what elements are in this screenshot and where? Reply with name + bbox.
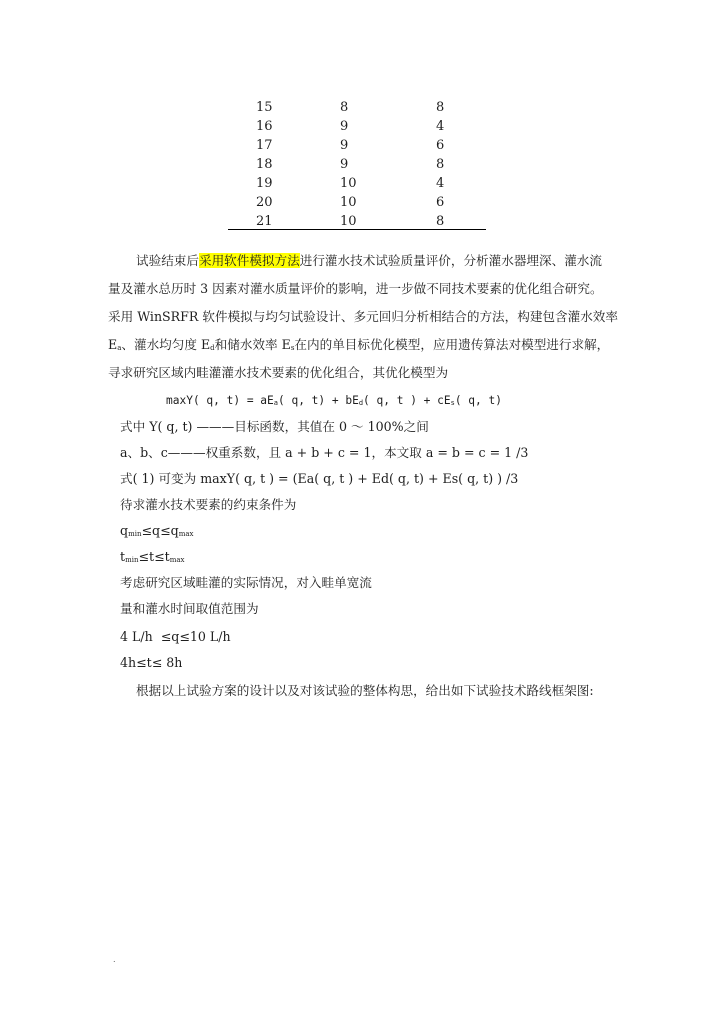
paragraph-line: 考虑研究区域畦灌的实际情况，对入畦单宽流 — [120, 575, 372, 590]
table-cell: 20 — [256, 195, 273, 210]
paragraph-text: 试验结束后 — [136, 253, 199, 268]
table-row — [228, 155, 486, 174]
paragraph-line: 根据以上试验方案的设计以及对该试验的整体构思，给出如下试验技术路线框架图: — [136, 683, 594, 698]
paragraph-line: 量和灌水时间取值范围为 — [120, 601, 259, 616]
table-row — [228, 136, 486, 155]
data-table — [228, 98, 486, 231]
range-q: 4 L/h ≤q≤10 L/h — [120, 629, 231, 644]
formula-text: ≤t≤t — [138, 549, 170, 564]
table-cell: 15 — [256, 100, 273, 115]
table-cell: 21 — [256, 214, 273, 229]
paragraph-line: 寻求研究区域内畦灌灌水技术要素的优化组合，其优化模型为 — [108, 365, 449, 380]
subscript: min — [125, 556, 139, 564]
constraint-heading: 待求灌水技术要素的约束条件为 — [120, 497, 297, 512]
table-cell: 16 — [256, 119, 273, 134]
definition-line: a、b、c———权重系数，且 a + b + c = 1，本文取 a = b = c = 1 /3 — [120, 445, 529, 460]
table-cell: 17 — [256, 138, 273, 153]
range-t: 4h≤t≤ 8h — [120, 655, 183, 670]
paragraph-line: 采用 WinSRFR 软件模拟与均匀试验设计、多元回归分析相结合的方法，构建包含灌水效率 — [108, 309, 618, 324]
table-cell: 8 — [340, 100, 349, 115]
table-cell: 4 — [436, 176, 445, 191]
formula-text: ≤q≤q — [141, 523, 179, 538]
paragraph-text: 、灌水均匀度 E — [121, 337, 211, 352]
table-row — [228, 174, 486, 193]
subscript: max — [178, 530, 194, 538]
table-cell: 4 — [436, 119, 445, 134]
subscript: s — [450, 399, 455, 407]
table-cell: 9 — [340, 157, 349, 172]
table-cell: 10 — [340, 214, 357, 229]
formula-text: ( q, t) — [454, 394, 502, 407]
formula-line — [166, 392, 502, 410]
table-cell: 6 — [436, 195, 445, 210]
table-bottom-rule — [228, 229, 486, 230]
formula-text: q — [120, 523, 129, 538]
paragraph-line — [108, 336, 609, 354]
table-cell: 18 — [256, 157, 273, 172]
table-cell: 19 — [256, 176, 273, 191]
paragraph-line — [136, 252, 602, 270]
paragraph-text: E — [108, 337, 118, 352]
table-cell: 8 — [436, 214, 445, 229]
table-cell: 8 — [436, 100, 445, 115]
paragraph-line: 量及灌水总历时 3 因素对灌水质量评价的影响，进一步做不同技术要素的优化组合研究。 — [108, 281, 603, 296]
formula-text: ( q, t ) + cE — [363, 394, 451, 407]
subscript: a — [273, 399, 278, 407]
table-cell: 9 — [340, 119, 349, 134]
table-cell: 10 — [340, 176, 357, 191]
table-cell: 8 — [436, 157, 445, 172]
subscript: d — [210, 344, 215, 352]
table-cell: 9 — [340, 138, 349, 153]
table-row — [228, 117, 486, 136]
paragraph-text: 在内的单目标优化模型，应用遗传算法对模型进行求解， — [294, 337, 610, 352]
subscript: d — [358, 399, 364, 407]
formula-text: maxY( q, t) = aE — [166, 394, 274, 407]
paragraph-text: 和储水效率 E — [214, 337, 291, 352]
footer-dot: . — [113, 955, 116, 964]
constraint-t — [120, 548, 184, 566]
paragraph-text: 进行灌水技术试验质量评价，分析灌水器埋深、灌水流 — [299, 253, 602, 268]
subscript: max — [169, 556, 185, 564]
constraint-q — [120, 522, 193, 540]
table-row — [228, 98, 486, 117]
highlighted-text: 采用软件模拟方法 — [198, 253, 300, 268]
subscript: min — [128, 530, 142, 538]
table-row — [228, 193, 486, 212]
subscript: a — [117, 344, 122, 352]
definition-line: 式中 Y( q, t) ———目标函数，其值在 0 ～ 100%之间 — [120, 419, 429, 434]
table-cell: 6 — [436, 138, 445, 153]
formula-text: t — [120, 549, 126, 564]
formula-line: 式( 1) 可变为 maxY( q, t ) = (Ea( q, t ) + Ed( q, t) + Es( q, t) ) /3 — [120, 471, 519, 486]
subscript: s — [290, 344, 295, 352]
formula-text: ( q, t) + bE — [278, 394, 359, 407]
table-cell: 10 — [340, 195, 357, 210]
